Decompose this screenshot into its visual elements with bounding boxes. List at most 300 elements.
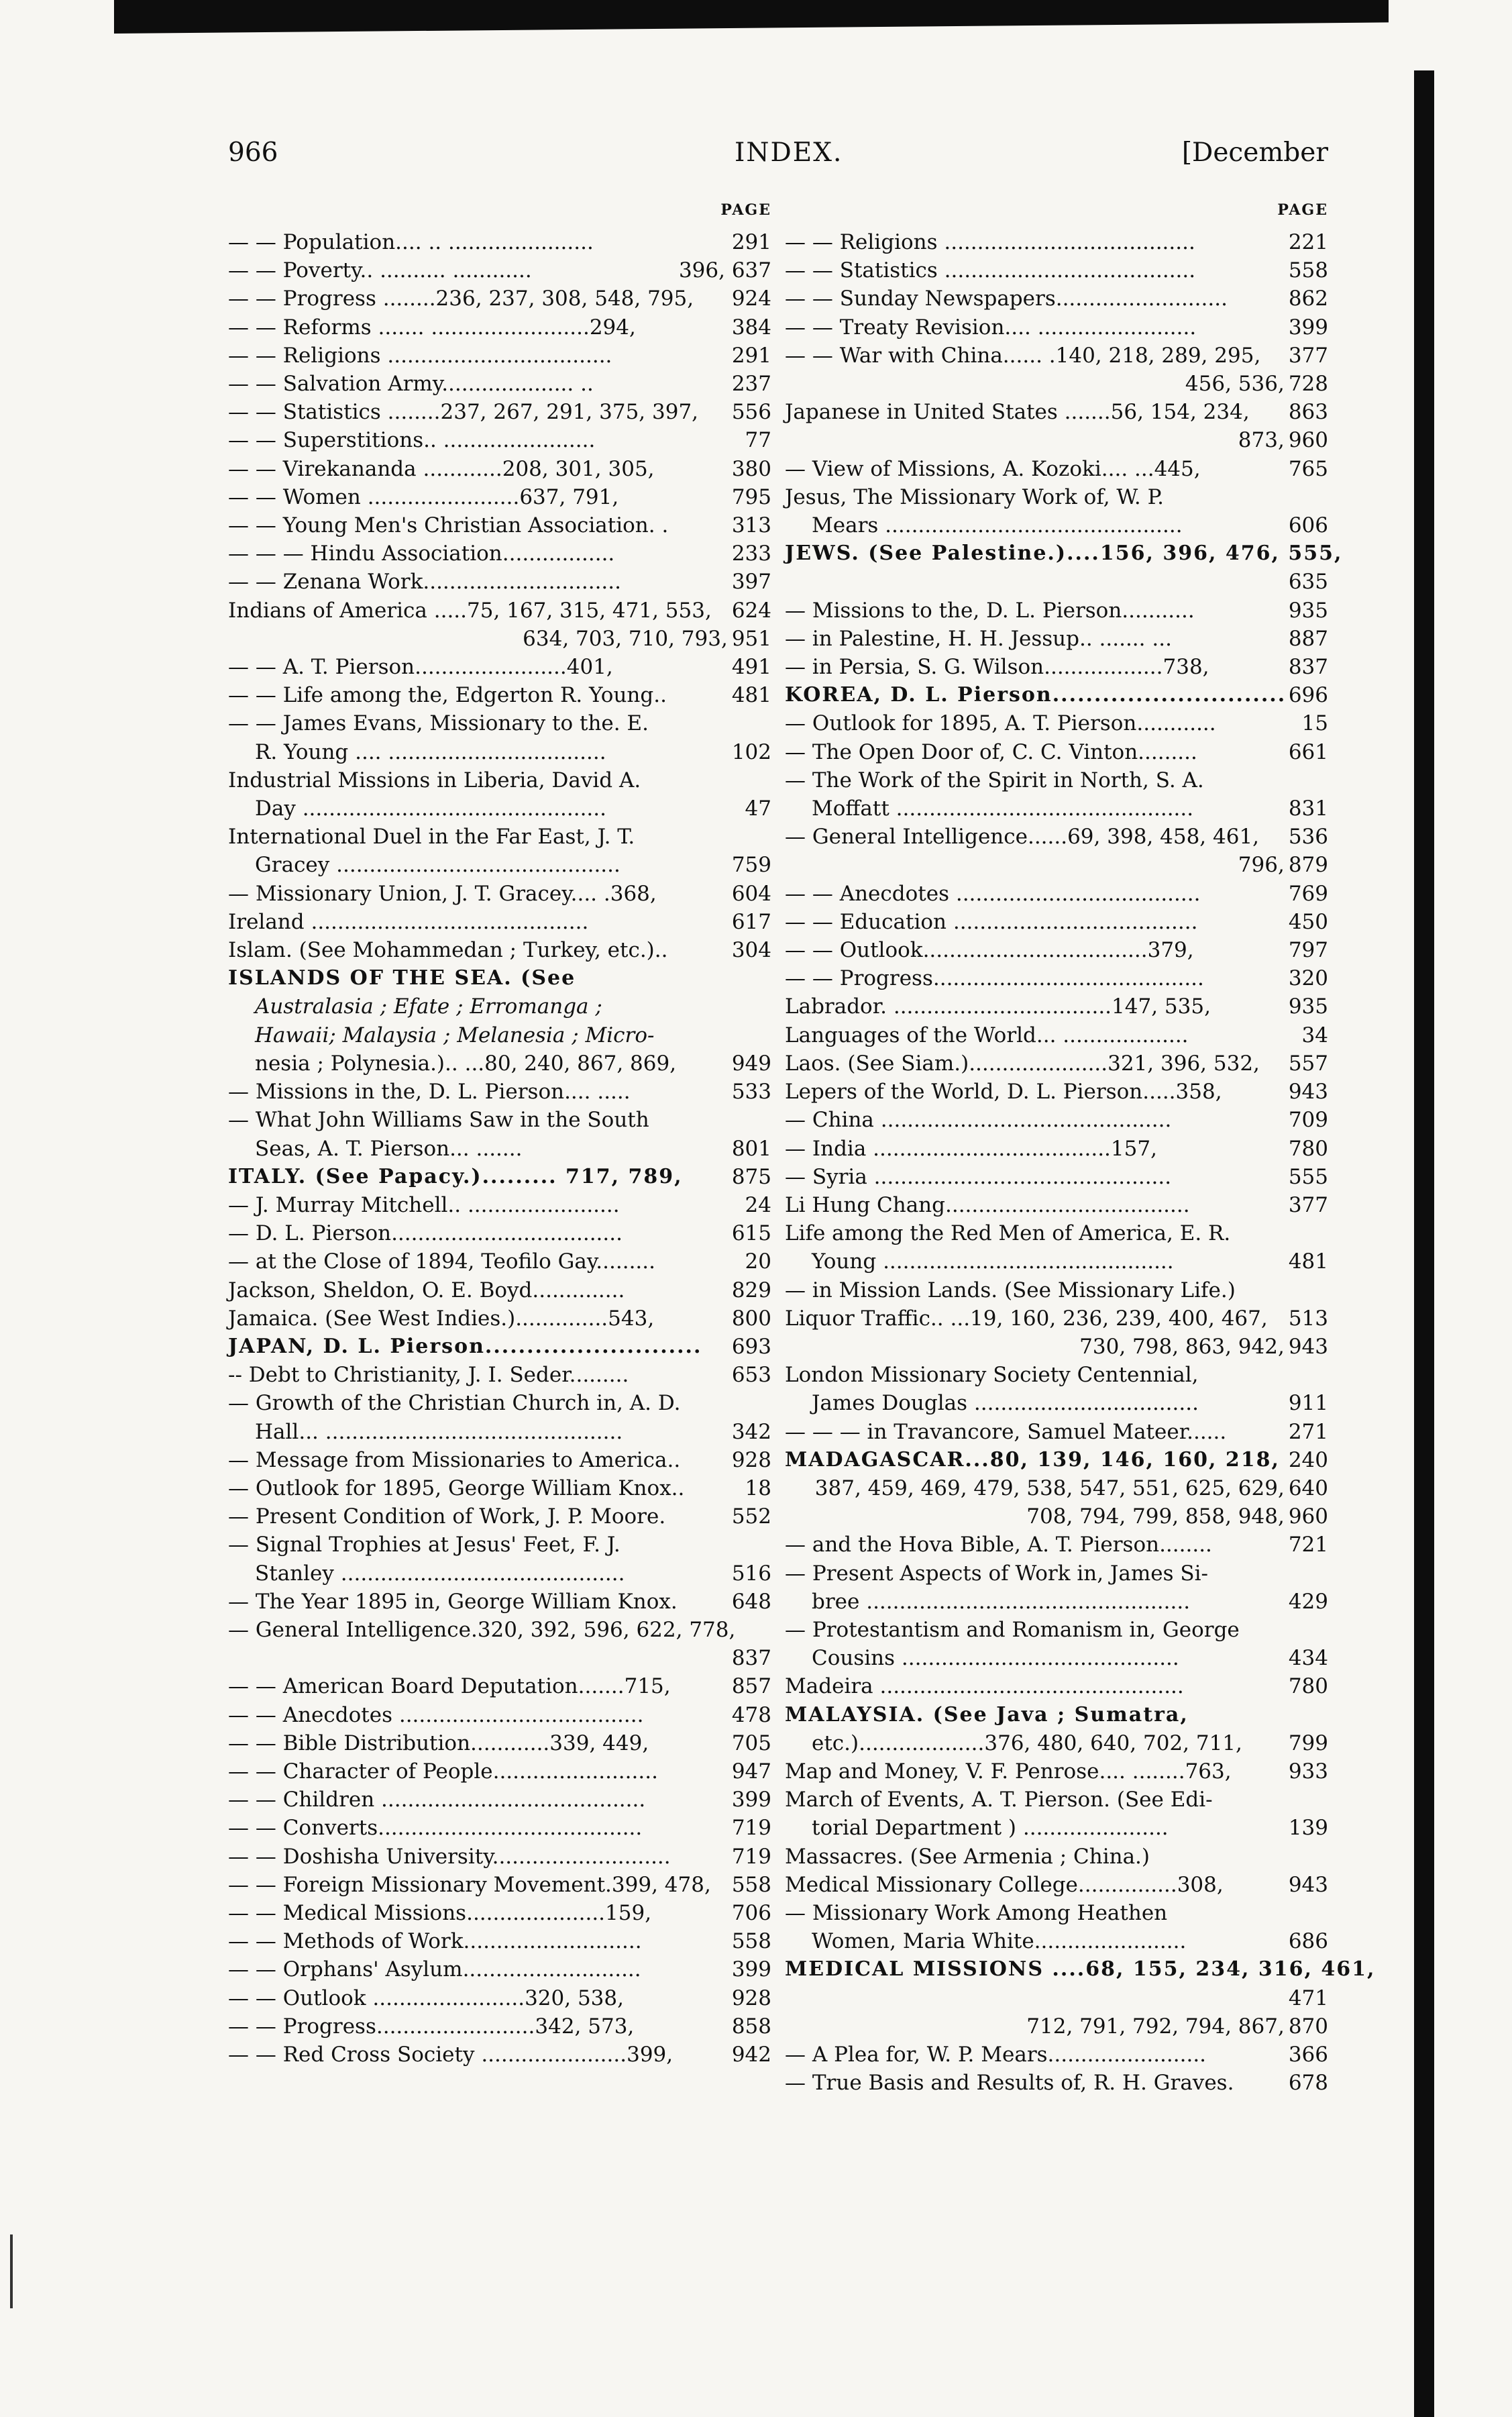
entry-pages: 313 bbox=[731, 513, 771, 538]
entry-pages: 558 bbox=[731, 1872, 771, 1897]
entry-pages: 887 bbox=[1288, 626, 1328, 651]
entry-text: Medical Missionary College...............308, bbox=[785, 1872, 1224, 1897]
index-entry bbox=[785, 1021, 1328, 1049]
entry-text: Mears ............................................. bbox=[812, 513, 1183, 538]
index-entry bbox=[228, 455, 771, 483]
entry-text: Ireland .......................................... bbox=[228, 909, 589, 934]
index-entry bbox=[228, 1333, 771, 1361]
index-entry bbox=[228, 511, 771, 539]
entry-text: — Message from Missionaries to America.. bbox=[228, 1447, 681, 1472]
entry-text: — — Women .......................637, 791, bbox=[228, 484, 619, 509]
entry-pages: 555 bbox=[1288, 1164, 1328, 1189]
index-entry bbox=[785, 2041, 1328, 2069]
entry-text: — — Life among the, Edgerton R. Young.. bbox=[228, 683, 667, 708]
index-entry bbox=[228, 1276, 771, 1304]
entry-text: — — Medical Missions.....................159, bbox=[228, 1900, 652, 1925]
entry-text: MADAGASCAR...80, 139, 146, 160, 218, bbox=[785, 1447, 1280, 1472]
entry-pages: 829 bbox=[731, 1278, 771, 1302]
entry-pages: 696 bbox=[1288, 683, 1328, 708]
index-entries-left bbox=[228, 228, 771, 2069]
index-entry bbox=[785, 908, 1328, 936]
index-entry bbox=[228, 936, 771, 964]
entry-text: — View of Missions, A. Kozoki.... ...445, bbox=[785, 456, 1201, 481]
entry-pages: 928 bbox=[731, 1447, 771, 1472]
entry-text: — — Outlook..................................379, bbox=[785, 938, 1194, 963]
index-entry bbox=[228, 1247, 771, 1276]
entry-pages: 661 bbox=[1288, 739, 1328, 764]
entry-pages: 384 bbox=[731, 315, 771, 340]
index-entry bbox=[785, 1304, 1328, 1333]
entry-text: Gracey ........................................... bbox=[255, 853, 620, 878]
entry-pages: 617 bbox=[731, 909, 771, 934]
index-entry bbox=[785, 1644, 1328, 1672]
entry-text: Jesus, The Missionary Work of, W. P. bbox=[785, 484, 1164, 509]
entry-pages: 77 bbox=[745, 428, 771, 453]
entry-pages: 799 bbox=[1288, 1731, 1328, 1755]
entry-text: — — Poverty.. .......... ............ bbox=[228, 258, 532, 283]
index-entry bbox=[785, 653, 1328, 681]
index-entry bbox=[228, 2041, 771, 2069]
entry-text: — — Religions ...................................... bbox=[785, 230, 1195, 254]
entry-text: — — Converts........................................ bbox=[228, 1816, 643, 1841]
entry-text: ISLANDS OF THE SEA. (See bbox=[228, 966, 576, 990]
entry-text: — in Persia, S. G. Wilson..................738, bbox=[785, 655, 1209, 680]
entry-text: — Outlook for 1895, A. T. Pierson............ bbox=[785, 711, 1216, 736]
index-entry bbox=[785, 823, 1328, 851]
index-entry bbox=[228, 1729, 771, 1757]
entry-text: — Present Aspects of Work in, James Si- bbox=[785, 1561, 1208, 1586]
entry-text: — — Outlook .......................320, 538, bbox=[228, 1986, 624, 2010]
entry-pages: 831 bbox=[1288, 796, 1328, 821]
entry-pages: 513 bbox=[1288, 1306, 1328, 1331]
entry-pages: 624 bbox=[731, 598, 771, 623]
entry-pages: 604 bbox=[731, 881, 771, 906]
entry-pages: 943 bbox=[1288, 1080, 1328, 1104]
entry-text: Seas, A. T. Pierson... ....... bbox=[255, 1136, 523, 1161]
index-entry bbox=[785, 1927, 1328, 1955]
entry-pages: 879 bbox=[1288, 853, 1328, 878]
entry-text: — — Reforms ....... ........................294, bbox=[228, 315, 636, 340]
index-entry bbox=[785, 709, 1328, 737]
index-entry bbox=[785, 370, 1328, 398]
entry-pages: 34 bbox=[1301, 1023, 1328, 1047]
index-entry bbox=[785, 313, 1328, 342]
entry-pages: 960 bbox=[1288, 428, 1328, 453]
index-entry bbox=[785, 1247, 1328, 1276]
entry-pages: 221 bbox=[1288, 230, 1328, 254]
entry-text: Jackson, Sheldon, O. E. Boyd.............. bbox=[228, 1278, 625, 1302]
entry-text: — True Basis and Results of, R. H. Graves. bbox=[785, 2071, 1234, 2096]
entry-pages: 557 bbox=[1288, 1051, 1328, 1076]
entry-pages: 380 bbox=[731, 456, 771, 481]
column-heading-page: PAGE bbox=[1277, 201, 1328, 219]
index-entry bbox=[228, 964, 771, 992]
index-entry bbox=[785, 285, 1328, 313]
index-entry bbox=[228, 681, 771, 709]
index-entry bbox=[228, 1843, 771, 1871]
index-entry bbox=[785, 342, 1328, 370]
entry-text: Hawaii; Malaysia ; Melanesia ; Micro- bbox=[255, 1023, 655, 1047]
entry-text: nesia ; Polynesia.).. ...80, 240, 867, 869, bbox=[255, 1051, 677, 1076]
index-entry bbox=[785, 1786, 1328, 1814]
entry-text: Life among the Red Men of America, E. R. bbox=[785, 1221, 1231, 1246]
index-entry bbox=[228, 1474, 771, 1502]
entry-pages: 320 bbox=[1288, 966, 1328, 991]
entry-pages: 800 bbox=[731, 1306, 771, 1331]
index-entry bbox=[785, 766, 1328, 794]
entry-pages: 291 bbox=[731, 343, 771, 368]
entry-text: 873, bbox=[1238, 428, 1285, 453]
page-number: 966 bbox=[228, 138, 278, 168]
entry-pages: 678 bbox=[1288, 2071, 1328, 2096]
entry-text: — What John Williams Saw in the South bbox=[228, 1108, 649, 1133]
page-title: INDEX. bbox=[735, 138, 843, 168]
entry-text: — Growth of the Christian Church in, A. D. bbox=[228, 1391, 681, 1416]
entry-pages: 719 bbox=[731, 1844, 771, 1869]
entry-text: Women, Maria White....................... bbox=[812, 1929, 1187, 1954]
entry-text: Labrador. .................................147, 535, bbox=[785, 994, 1211, 1019]
entry-pages: 15 bbox=[1301, 711, 1328, 736]
entry-text: March of Events, A. T. Pierson. (See Edi- bbox=[785, 1788, 1213, 1812]
entry-pages: 935 bbox=[1288, 994, 1328, 1019]
entry-pages: 935 bbox=[1288, 598, 1328, 623]
index-entry bbox=[228, 285, 771, 313]
entry-text: — — Superstitions.. ....................... bbox=[228, 428, 596, 453]
entry-text: — Missions to the, D. L. Pierson........... bbox=[785, 598, 1195, 623]
index-entry bbox=[785, 1701, 1328, 1729]
entry-pages: 377 bbox=[1288, 343, 1328, 368]
index-entry bbox=[785, 1078, 1328, 1106]
margin-mark bbox=[10, 2234, 13, 2308]
entry-text: — — Anecdotes ..................................... bbox=[228, 1702, 644, 1727]
entry-text: — — A. T. Pierson.......................401, bbox=[228, 655, 613, 680]
index-entry bbox=[785, 1871, 1328, 1899]
index-entry bbox=[785, 1729, 1328, 1757]
entry-pages: 471 bbox=[1288, 1986, 1328, 2010]
entry-text: — — Sunday Newspapers.......................... bbox=[785, 287, 1228, 311]
entry-pages: 769 bbox=[1288, 881, 1328, 906]
index-entry bbox=[785, 1389, 1328, 1417]
entry-pages: 951 bbox=[731, 626, 771, 651]
entry-pages: 304 bbox=[731, 938, 771, 963]
entry-text: — — American Board Deputation.......715, bbox=[228, 1674, 671, 1699]
index-entry bbox=[228, 653, 771, 681]
entry-pages: 947 bbox=[731, 1759, 771, 1784]
column-heading-page: PAGE bbox=[720, 201, 771, 219]
entry-pages: 863 bbox=[1288, 400, 1328, 425]
entry-pages: 434 bbox=[1288, 1646, 1328, 1671]
index-entry bbox=[228, 1871, 771, 1899]
index-entry bbox=[228, 483, 771, 511]
index-entry bbox=[785, 1843, 1328, 1871]
entry-text: — — Foreign Missionary Movement.399, 478, bbox=[228, 1872, 711, 1897]
index-entry bbox=[785, 483, 1328, 511]
index-entry bbox=[785, 511, 1328, 539]
index-entry bbox=[228, 568, 771, 596]
entry-text: 730, 798, 863, 942, bbox=[1079, 1334, 1285, 1359]
entry-pages: 640 bbox=[1288, 1476, 1328, 1500]
index-entry bbox=[228, 342, 771, 370]
entry-text: — — Anecdotes ..................................... bbox=[785, 881, 1201, 906]
entry-text: 708, 794, 799, 858, 948, bbox=[1026, 1504, 1285, 1529]
page-header bbox=[228, 138, 1328, 178]
index-entry bbox=[228, 709, 771, 737]
entry-pages: 399 bbox=[731, 1957, 771, 1982]
entry-text: MALAYSIA. (See Java ; Sumatra, bbox=[785, 1702, 1189, 1727]
entry-pages: 943 bbox=[1288, 1334, 1328, 1359]
entry-pages: 18 bbox=[745, 1476, 771, 1500]
page-edge-shadow bbox=[1414, 70, 1434, 2417]
index-entry bbox=[785, 1163, 1328, 1191]
entry-text: — — Progress........................342, 573, bbox=[228, 2014, 635, 2039]
entry-text: MEDICAL MISSIONS ....68, 155, 234, 316, 461, bbox=[785, 1957, 1376, 1982]
index-entry bbox=[228, 992, 771, 1021]
entry-text: JEWS. (See Palestine.)....156, 396, 476, 555, bbox=[785, 542, 1343, 566]
entry-text: Stanley ........................................... bbox=[255, 1561, 625, 1586]
index-entry bbox=[785, 1446, 1328, 1474]
entry-text: ITALY. (See Papacy.)......... 717, 789, bbox=[228, 1164, 683, 1188]
index-entry bbox=[785, 1361, 1328, 1389]
entry-text: — Signal Trophies at Jesus' Feet, F. J. bbox=[228, 1533, 620, 1557]
entry-text: — D. L. Pierson................................... bbox=[228, 1221, 623, 1246]
index-entry bbox=[228, 1502, 771, 1531]
entry-text: — — Children ........................................ bbox=[228, 1788, 646, 1812]
index-entry bbox=[228, 1899, 771, 1927]
entry-pages: 949 bbox=[731, 1051, 771, 1076]
entry-pages: 765 bbox=[1288, 456, 1328, 481]
entry-pages: 943 bbox=[1288, 1872, 1328, 1897]
index-entry bbox=[785, 936, 1328, 964]
entry-text: 387, 459, 469, 479, 538, 547, 551, 625, 629, bbox=[814, 1476, 1285, 1500]
entry-pages: 728 bbox=[1288, 372, 1328, 397]
index-entry bbox=[785, 1049, 1328, 1078]
entry-pages: 837 bbox=[1288, 655, 1328, 680]
entry-pages: 960 bbox=[1288, 1504, 1328, 1529]
entry-text: Madeira .............................................. bbox=[785, 1674, 1184, 1699]
entry-text: International Duel in the Far East, J. T. bbox=[228, 825, 635, 850]
entry-pages: 858 bbox=[731, 2014, 771, 2039]
entry-pages: 648 bbox=[731, 1589, 771, 1614]
entry-text: Islam. (See Mohammedan ; Turkey, etc.).. bbox=[228, 938, 668, 963]
index-entry bbox=[228, 1219, 771, 1247]
entry-pages: 693 bbox=[731, 1334, 771, 1359]
entry-text: 712, 791, 792, 794, 867, bbox=[1026, 2014, 1285, 2039]
entry-text: Languages of the World... ................... bbox=[785, 1023, 1189, 1047]
index-entry bbox=[785, 738, 1328, 766]
entry-pages: 870 bbox=[1288, 2014, 1328, 2039]
entry-text: Map and Money, V. F. Penrose.... ........763, bbox=[785, 1759, 1232, 1784]
entry-pages: 516 bbox=[731, 1561, 771, 1586]
entry-pages: 857 bbox=[731, 1674, 771, 1699]
index-entry bbox=[785, 256, 1328, 285]
index-entry bbox=[228, 1446, 771, 1474]
index-entry bbox=[785, 1588, 1328, 1616]
index-column-right bbox=[785, 201, 1376, 2097]
entry-text: Cousins .......................................... bbox=[812, 1646, 1179, 1671]
entry-pages: 233 bbox=[731, 542, 771, 566]
index-entry bbox=[228, 1616, 771, 1672]
index-entry bbox=[228, 1078, 771, 1106]
index-entry bbox=[228, 1559, 771, 1588]
entry-pages: 533 bbox=[731, 1080, 771, 1104]
entry-pages: 342 bbox=[731, 1419, 771, 1444]
index-entry bbox=[785, 1814, 1328, 1842]
entry-text: Industrial Missions in Liberia, David A. bbox=[228, 768, 641, 792]
entry-pages: 291 bbox=[731, 230, 771, 254]
entry-pages: 558 bbox=[1288, 258, 1328, 283]
entry-text: — — — in Travancore, Samuel Mateer...... bbox=[785, 1419, 1227, 1444]
entry-pages: 556 bbox=[731, 400, 771, 425]
entry-pages: 20 bbox=[745, 1249, 771, 1274]
index-entry bbox=[228, 370, 771, 398]
index-entry bbox=[785, 455, 1328, 483]
entry-pages: 399 bbox=[731, 1788, 771, 1812]
entry-text: London Missionary Society Centennial, bbox=[785, 1363, 1199, 1388]
entry-text: Massacres. (See Armenia ; China.) bbox=[785, 1844, 1150, 1869]
entry-text: Young ............................................ bbox=[812, 1249, 1174, 1274]
entry-text: JAPAN, D. L. Pierson.......................... bbox=[228, 1334, 702, 1358]
index-entry bbox=[228, 1786, 771, 1814]
entry-pages: 139 bbox=[1288, 1816, 1328, 1841]
entry-text: — — — Hindu Association................. bbox=[228, 542, 615, 566]
entry-text: 634, 703, 710, 793, bbox=[523, 626, 728, 651]
entry-text: — J. Murray Mitchell.. ....................... bbox=[228, 1192, 620, 1217]
entry-text: — India ....................................157, bbox=[785, 1136, 1157, 1161]
index-entry bbox=[785, 992, 1328, 1021]
index-entry bbox=[228, 1757, 771, 1786]
entry-pages: 780 bbox=[1288, 1674, 1328, 1699]
index-entry bbox=[785, 2069, 1328, 2097]
entry-text: — at the Close of 1894, Teofilo Gay......... bbox=[228, 1249, 655, 1274]
entry-pages: 875 bbox=[731, 1164, 771, 1189]
entry-pages: 795 bbox=[731, 484, 771, 509]
entry-text: Jamaica. (See West Indies.)..............543, bbox=[228, 1306, 655, 1331]
index-entry bbox=[785, 1502, 1328, 1531]
index-entry bbox=[785, 1955, 1376, 2012]
entry-text: — Missionary Work Among Heathen bbox=[785, 1900, 1168, 1925]
index-entry bbox=[785, 1616, 1328, 1644]
index-entry bbox=[785, 1899, 1328, 1927]
entry-pages: 615 bbox=[731, 1221, 771, 1246]
entry-text: — and the Hova Bible, A. T. Pierson........ bbox=[785, 1533, 1212, 1557]
entry-text: — A Plea for, W. P. Mears........................ bbox=[785, 2043, 1207, 2067]
index-entry bbox=[228, 398, 771, 426]
entry-text: — — Salvation Army.................... .. bbox=[228, 372, 594, 397]
index-entry bbox=[228, 1701, 771, 1729]
entry-pages: 397 bbox=[731, 570, 771, 595]
index-entry bbox=[785, 880, 1328, 908]
index-entry bbox=[785, 681, 1328, 709]
index-entry bbox=[785, 1559, 1328, 1588]
entry-text: R. Young .... ................................. bbox=[255, 739, 606, 764]
entry-pages: 686 bbox=[1288, 1929, 1328, 1954]
entry-text: — General Intelligence.320, 392, 596, 622, 778, bbox=[228, 1617, 736, 1642]
index-entry bbox=[228, 1191, 771, 1219]
index-entry bbox=[785, 426, 1328, 454]
index-entry bbox=[785, 1219, 1328, 1247]
entry-text: etc.)...................376, 480, 640, 702, 711, bbox=[812, 1731, 1242, 1755]
entry-pages: 429 bbox=[1288, 1589, 1328, 1614]
entry-pages: 706 bbox=[731, 1900, 771, 1925]
index-entry bbox=[228, 2012, 771, 2041]
entry-text: — — Methods of Work........................... bbox=[228, 1929, 642, 1954]
entry-pages: 558 bbox=[731, 1929, 771, 1954]
entry-pages: 491 bbox=[731, 655, 771, 680]
index-entry bbox=[785, 1333, 1328, 1361]
index-entry bbox=[228, 1021, 771, 1049]
entry-text: — China ............................................ bbox=[785, 1108, 1172, 1133]
entry-text: — General Intelligence......69, 398, 458, 461, bbox=[785, 825, 1260, 850]
entry-text: — in Palestine, H. H. Jessup.. ....... ... bbox=[785, 626, 1172, 651]
index-entry bbox=[228, 597, 771, 625]
entry-pages: 606 bbox=[1288, 513, 1328, 538]
index-entry bbox=[228, 426, 771, 454]
index-entry bbox=[785, 964, 1328, 992]
entry-pages: 759 bbox=[731, 853, 771, 878]
index-entry bbox=[228, 1984, 771, 2012]
entry-pages: 797 bbox=[1288, 938, 1328, 963]
index-entry bbox=[785, 1474, 1328, 1502]
entry-pages: 837 bbox=[731, 1646, 771, 1671]
entry-pages: 481 bbox=[1288, 1249, 1328, 1274]
entry-text: torial Department ) ...................... bbox=[812, 1816, 1169, 1841]
entry-pages: 719 bbox=[731, 1816, 771, 1841]
entry-pages: 705 bbox=[731, 1731, 771, 1755]
entry-text: — — Bible Distribution............339, 449, bbox=[228, 1731, 649, 1755]
index-entry bbox=[785, 228, 1328, 256]
entry-text: — The Year 1895 in, George William Knox. bbox=[228, 1589, 678, 1614]
entry-pages: 396, 637 bbox=[678, 258, 771, 283]
entry-text: — — Zenana Work.............................. bbox=[228, 570, 621, 595]
entry-text: KOREA, D. L. Pierson............................ bbox=[785, 683, 1287, 707]
entry-pages: 478 bbox=[731, 1702, 771, 1727]
entry-pages: 942 bbox=[731, 2043, 771, 2067]
entry-pages: 721 bbox=[1288, 1533, 1328, 1557]
scan-edge-bar bbox=[114, 0, 1389, 34]
entry-pages: 481 bbox=[731, 683, 771, 708]
entry-text: Laos. (See Siam.).....................321, 396, 532, bbox=[785, 1051, 1260, 1076]
entry-text: — — Doshisha University........................... bbox=[228, 1844, 671, 1869]
index-entry bbox=[228, 228, 771, 256]
entry-text: — Present Condition of Work, J. P. Moore. bbox=[228, 1504, 666, 1529]
index-entry bbox=[228, 1531, 771, 1559]
entry-text: Day .............................................. bbox=[255, 796, 606, 821]
entry-text: — — Education ..................................... bbox=[785, 909, 1198, 934]
index-entry bbox=[228, 766, 771, 794]
entry-text: — — Character of People......................... bbox=[228, 1759, 658, 1784]
entry-text: Li Hung Chang..................................... bbox=[785, 1192, 1190, 1217]
entry-text: — Missions in the, D. L. Pierson.... ..... bbox=[228, 1080, 631, 1104]
entry-pages: 780 bbox=[1288, 1136, 1328, 1161]
index-entry bbox=[785, 1418, 1328, 1446]
index-entry bbox=[228, 313, 771, 342]
entry-pages: 911 bbox=[1288, 1391, 1328, 1416]
entry-text: — Protestantism and Romanism in, George bbox=[785, 1617, 1240, 1642]
entry-text: Japanese in United States .......56, 154, 234, bbox=[785, 400, 1250, 425]
index-entry bbox=[785, 1757, 1328, 1786]
index-entry bbox=[228, 256, 771, 285]
entry-text: — Syria ............................................. bbox=[785, 1164, 1172, 1189]
entry-pages: 924 bbox=[731, 287, 771, 311]
entry-pages: 24 bbox=[745, 1192, 771, 1217]
entry-text: — — Progress ........236, 237, 308, 548, 795, bbox=[228, 287, 694, 311]
entry-pages: 450 bbox=[1288, 909, 1328, 934]
index-entry bbox=[228, 1955, 771, 1984]
entry-text: — — Young Men's Christian Association. . bbox=[228, 513, 669, 538]
index-entry bbox=[228, 823, 771, 851]
index-entry bbox=[228, 1418, 771, 1446]
index-entry bbox=[785, 539, 1343, 596]
